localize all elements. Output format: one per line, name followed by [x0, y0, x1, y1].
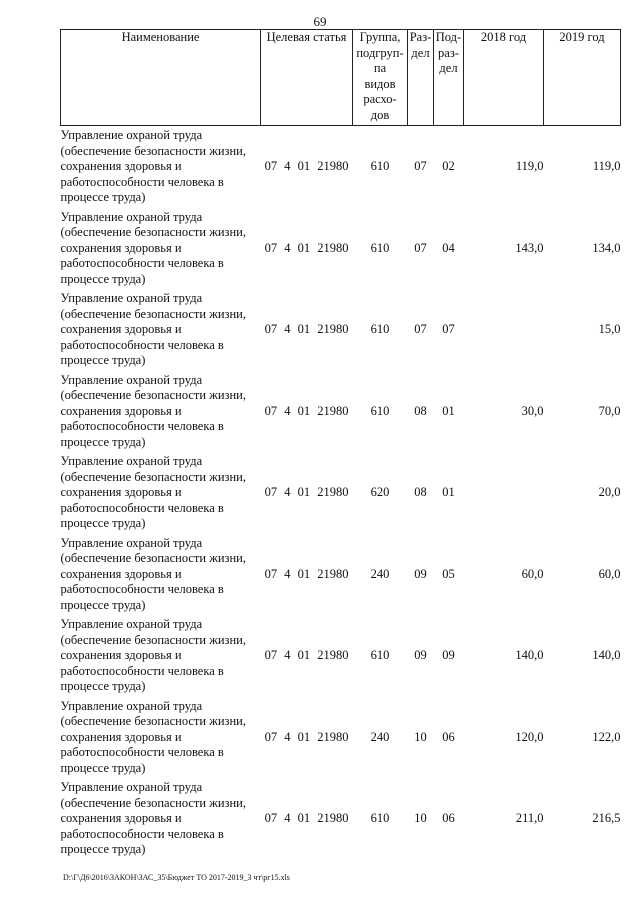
table-row: [61, 452, 621, 534]
row-name: [61, 697, 261, 779]
row-amount-2019: 216,5: [592, 811, 621, 825]
table-row: [61, 126, 621, 208]
row-expense-group: 610: [370, 648, 390, 662]
row-target-article: 07 4 01 21980: [264, 322, 349, 336]
row-name-line: (обеспечение безопасности жизни,: [60, 143, 246, 158]
file-path-footer: D:\Г\Д6\2016\ЗАКОН\ЗАС_35\Бюджет ТО 2017-2019_3 чт\рг15.xls: [63, 873, 290, 882]
row-amount-2019: 140,0: [592, 648, 621, 662]
row-subsection: 04: [442, 240, 455, 255]
row-expense-group: 610: [370, 240, 390, 255]
row-amount-2019: 60,0: [598, 566, 621, 581]
subsection-header-line: Под-: [435, 30, 462, 44]
row-amount-2019: 15,0: [598, 322, 621, 336]
row-amount-2018: 60,0: [521, 566, 544, 581]
row-target-article: 07 4 01 21980: [264, 485, 349, 499]
column-header-group: [353, 30, 408, 126]
row-name-line: Управление охраной труда: [60, 209, 203, 224]
row-target-article: 07 4 01 21980: [264, 811, 349, 825]
row-name: [61, 615, 261, 697]
row-name-line: работоспособности человека в: [60, 826, 224, 841]
row-name-line: процессе труда): [60, 842, 146, 856]
row-name-line: работоспособности человека в: [60, 582, 224, 596]
row-amount-2019: 20,0: [598, 485, 621, 499]
row-name-line: Управление охраной труда: [60, 128, 203, 142]
row-section: 08: [414, 403, 427, 418]
row-amount-2018: 30,0: [521, 403, 544, 418]
row-name-line: процессе труда): [60, 516, 146, 530]
row-name-line: процессе труда): [60, 190, 146, 204]
row-name-line: сохранения здоровья и: [60, 566, 182, 581]
row-name-line: сохранения здоровья и: [60, 403, 182, 418]
group-header-line: расхо-: [363, 92, 397, 106]
row-name-line: Управление охраной труда: [60, 535, 203, 550]
column-header-2018: 2018 год: [464, 30, 544, 126]
row-subsection: 01: [442, 485, 455, 499]
row-name: [61, 534, 261, 616]
row-expense-group: 610: [370, 403, 390, 418]
row-name-line: (обеспечение безопасности жизни,: [60, 795, 246, 810]
row-target-article: 07 4 01 21980: [264, 729, 349, 744]
row-name-line: сохранения здоровья и: [60, 240, 182, 255]
row-name: [61, 452, 261, 534]
table-row: [61, 697, 621, 779]
row-amount-2019: 122,0: [592, 729, 621, 744]
row-name-line: работоспособности человека в: [60, 419, 224, 433]
row-name-line: процессе труда): [60, 434, 146, 449]
row-name: [61, 371, 261, 453]
row-name-line: (обеспечение безопасности жизни,: [60, 551, 246, 565]
row-name-line: (обеспечение безопасности жизни,: [60, 632, 246, 647]
row-target-article: 07 4 01 21980: [264, 159, 349, 173]
column-header-subsection: [434, 30, 464, 126]
row-target-article: 07 4 01 21980: [264, 566, 349, 581]
row-subsection: 01: [442, 403, 455, 418]
group-header-line: Группа,: [359, 30, 401, 44]
row-subsection: 09: [442, 648, 455, 662]
row-expense-group: 620: [370, 485, 390, 499]
group-header-line: дов: [370, 107, 390, 122]
page-number: 69: [313, 14, 327, 29]
row-amount-2018: 120,0: [515, 729, 544, 744]
row-section: 08: [414, 485, 427, 499]
budget-table: [60, 29, 621, 860]
row-name-line: сохранения здоровья и: [60, 322, 182, 336]
row-section: 09: [414, 566, 427, 581]
row-subsection: 06: [442, 811, 455, 825]
table-row: [61, 289, 621, 371]
column-header-2019: 2019 год: [544, 30, 621, 126]
table-row: [61, 208, 621, 290]
row-name-line: работоспособности человека в: [60, 500, 224, 515]
group-header-line: па: [373, 61, 387, 75]
row-name-line: работоспособности человека в: [60, 745, 224, 759]
row-name-line: сохранения здоровья и: [60, 648, 182, 662]
row-section: 10: [414, 729, 427, 744]
row-subsection: 06: [442, 729, 455, 744]
row-amount-2019: 119,0: [592, 159, 621, 173]
column-header-section: [408, 30, 434, 126]
section-header-line: дел: [411, 45, 430, 60]
row-name-line: Управление охраной труда: [60, 617, 203, 631]
row-amount-2018: 211,0: [515, 811, 544, 825]
row-name-line: Управление охраной труда: [60, 698, 203, 713]
row-name: [61, 126, 261, 208]
table-row: [61, 371, 621, 453]
row-section: 07: [414, 322, 427, 336]
row-amount-2018: 140,0: [515, 648, 544, 662]
row-name: [61, 289, 261, 371]
row-name-line: Управление охраной труда: [60, 372, 203, 387]
row-subsection: 02: [442, 159, 455, 173]
row-section: 09: [414, 648, 427, 662]
section-header-line: Раз-: [409, 30, 432, 44]
row-name-line: (обеспечение безопасности жизни,: [60, 388, 246, 402]
subsection-header-line: дел: [439, 61, 458, 75]
row-amount-2019: 134,0: [592, 240, 621, 255]
row-amount-2019: 70,0: [598, 403, 621, 418]
row-name: [61, 208, 261, 290]
row-target-article: 07 4 01 21980: [264, 403, 349, 418]
row-name-line: работоспособности человека в: [60, 174, 224, 189]
row-name-line: процессе труда): [60, 271, 146, 286]
row-name-line: работоспособности человека в: [60, 256, 224, 270]
row-target-article: 07 4 01 21980: [264, 648, 349, 662]
table-body: [61, 126, 621, 860]
row-name-line: Управление охраной труда: [60, 291, 203, 305]
row-section: 07: [414, 159, 427, 173]
group-header-line: подгруп-: [356, 45, 404, 60]
row-name: [61, 778, 261, 860]
row-expense-group: 610: [370, 811, 390, 825]
row-expense-group: 610: [370, 322, 390, 336]
row-name-line: сохранения здоровья и: [60, 729, 182, 744]
row-name-line: работоспособности человека в: [60, 337, 224, 352]
row-name-line: (обеспечение безопасности жизни,: [60, 225, 246, 239]
row-name-line: процессе труда): [60, 353, 146, 367]
row-name-line: сохранения здоровья и: [60, 811, 182, 825]
subsection-header-line: раз-: [438, 45, 459, 60]
row-expense-group: 240: [370, 729, 390, 744]
row-subsection: 05: [442, 566, 455, 581]
row-target-article: 07 4 01 21980: [264, 240, 349, 255]
row-name-line: (обеспечение безопасности жизни,: [60, 306, 246, 321]
table-row: [61, 778, 621, 860]
row-name-line: (обеспечение безопасности жизни,: [60, 714, 246, 728]
row-name-line: процессе труда): [60, 679, 146, 693]
row-amount-2018: [464, 289, 544, 371]
row-name-line: Управление охраной труда: [60, 780, 203, 794]
row-name-line: работоспособности человека в: [60, 663, 224, 678]
row-amount-2018: 143,0: [515, 240, 544, 255]
row-subsection: 07: [442, 322, 455, 336]
row-amount-2018: [464, 452, 544, 534]
row-name-line: процессе труда): [60, 760, 146, 775]
row-section: 07: [414, 240, 427, 255]
row-name-line: процессе труда): [60, 597, 146, 612]
table-row: [61, 534, 621, 616]
row-name-line: Управление охраной труда: [60, 454, 203, 468]
group-header-line: видов: [364, 76, 396, 91]
row-amount-2018: 119,0: [515, 159, 544, 173]
row-name-line: сохранения здоровья и: [60, 485, 182, 499]
row-name-line: сохранения здоровья и: [60, 159, 182, 173]
row-section: 10: [414, 811, 427, 825]
row-expense-group: 240: [370, 566, 390, 581]
column-header-target: Целевая статья: [261, 30, 353, 126]
row-expense-group: 610: [370, 159, 390, 173]
table-row: [61, 615, 621, 697]
column-header-name: Наименование: [61, 30, 261, 126]
row-name-line: (обеспечение безопасности жизни,: [60, 469, 246, 484]
